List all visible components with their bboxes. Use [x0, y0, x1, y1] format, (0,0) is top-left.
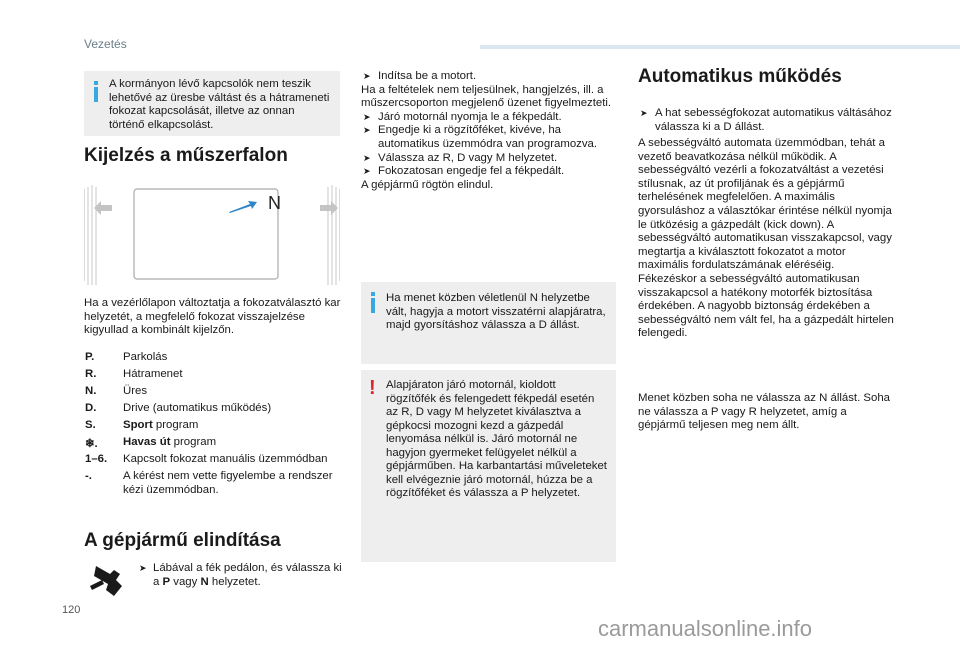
step-note: Ha a feltételek nem teljesülnek, hangjelzés, ill. a műszercsoporton megjelenő üzenet figyelmezteti.	[361, 83, 612, 110]
instrument-cluster-illustration	[84, 181, 340, 286]
step-text: Fokozatosan engedje fel a fékpedált.	[378, 165, 565, 178]
legend-value: program	[170, 436, 217, 448]
bullet-arrow-icon: ➤	[363, 166, 371, 177]
display-description: Ha a vezérlőlapon változtatja a fokozatválasztó kar helyzetét, a megfelelő fokozat visszajelzése kigyullad a kombinált kijelzőn.	[84, 297, 341, 337]
legend-value: Kapcsolt fokozat manuális üzemmódban	[123, 453, 328, 465]
legend-key: -.	[85, 470, 92, 482]
legend-value: Üres	[123, 385, 148, 397]
info-icon	[371, 292, 376, 313]
step-text: Engedje ki a rögzítőféket, kivéve, ha automatikus üzemmódra van programozva.	[378, 124, 598, 150]
info-box-neutral	[361, 282, 616, 364]
legend-value: Hátramenet	[123, 368, 183, 380]
start-step-text: Lábával a fék pedálon, és válassza ki a	[153, 562, 342, 588]
step-text: Válassza az R, D vagy M helyzetet.	[378, 151, 558, 164]
arrow-left-icon	[92, 200, 114, 216]
bullet-arrow-icon: ➤	[640, 108, 648, 118]
bullet-arrow-icon: ➤	[363, 71, 371, 81]
step	[361, 111, 616, 125]
legend-key: P.	[85, 351, 95, 363]
warning-box	[361, 370, 616, 562]
legend-item	[85, 436, 341, 453]
gear-indicator: N	[268, 193, 281, 213]
legend-key: D.	[85, 402, 97, 414]
legend-item	[85, 385, 341, 402]
watermark: carmanualsonline.info	[598, 616, 813, 641]
info-box-text: A kormányon lévő kapcsolók nem teszik lehetővé az üresbe váltást és a hátrameneti fokozat kapcsolását, illetve az onnan történő elkapcsolást.	[109, 78, 330, 131]
warning-box-text: Alapjáraton járó motornál, kioldott rögzítőfék és felengedett fékpedál esetén az R, D vagy M helyzetet kiválasztva a gépkocsi mozogni kezd a gázpedál lenyomása nélkül is. Járó motornál ne hagyjon gyermeket felügyelet nélkül a gépjárműben. Ha karbantartási műveleteket kell elvégeznie járó motornál, húzza be a rögzítőféket és válassza a P helyzetet.	[386, 379, 607, 499]
section-header: Vezetés	[84, 37, 127, 51]
automatic-note: Menet közben soha ne válassza az N állást. Soha ne válassza a P vagy R helyzetet, amíg a gépjármű teljesen meg nem állt.	[638, 392, 891, 432]
legend-key: 1–6.	[85, 453, 108, 465]
legend-item	[85, 453, 341, 470]
step	[361, 124, 616, 151]
heading-display: Kijelzés a műszerfalon	[84, 145, 288, 166]
arrow-right-icon	[318, 200, 340, 216]
bullet-arrow-icon: ➤	[139, 563, 147, 573]
automatic-body: A sebességváltó automata üzemmódban, tehát a vezető beavatkozása nélkül működik. A sebességváltó vezérli a fokozatváltást a vezetési stílusnak, az út profiljának és a gépjármű terhelésének megfelelően. A maximális gyorsuláshoz a választókar érintése nélkül nyomja le ütközésig a gázpedált (kick down). A sebességváltó automatikusan visszakapcsol, vagy megtartja a kiválasztott fokozatot a motor maximális fordulatszámának eléréséig. Fékezéskor a sebességváltó automatikusan visszakapcsol a hatékony motorfék biztosítása érdekében. A nagyobb biztonság érdekében a sebességváltó nem vált fel, ha a gázpedált hirtelen felengedi.	[638, 137, 894, 340]
legend-key: S.	[85, 419, 96, 431]
step	[361, 70, 616, 84]
legend-item	[85, 368, 341, 385]
legend-item	[85, 402, 341, 419]
gear-arrow-icon	[228, 199, 258, 213]
start-step-n: N	[200, 575, 209, 588]
step	[361, 152, 616, 166]
step-text: Indítsa be a motort.	[378, 70, 477, 82]
step-text: A hat sebességfokozat automatikus váltásához válassza ki a D állást.	[655, 107, 892, 133]
page-number: 120	[62, 604, 81, 616]
bullet-arrow-icon: ➤	[363, 111, 371, 122]
legend-value-bold: Sport	[123, 419, 153, 431]
legend-value: A kérést nem vette figyelembe a rendszer kézi üzemmódban.	[123, 470, 333, 496]
step	[361, 165, 616, 179]
snowflake-icon: ❄.	[85, 438, 98, 450]
bullet-arrow-icon: ➤	[363, 125, 371, 136]
foot-on-pedal-icon	[88, 562, 128, 598]
start-step-p: P	[162, 575, 171, 588]
start-step	[139, 562, 343, 589]
legend-value: program	[152, 419, 199, 431]
heading-start: A gépjármű elindítása	[84, 530, 281, 551]
start-step-or: vagy	[170, 575, 201, 588]
gear-legend	[85, 351, 341, 500]
legend-item	[85, 470, 341, 500]
info-box-steering	[84, 71, 340, 136]
automatic-step	[638, 107, 893, 134]
step-text: Járó motornál nyomja le a fékpedált.	[378, 110, 562, 123]
header-rule	[480, 45, 960, 49]
bullet-arrow-icon: ➤	[363, 152, 371, 163]
step-result: A gépjármű rögtön elindul.	[361, 178, 494, 191]
legend-value-bold: Havas út	[123, 436, 171, 448]
legend-value: Drive (automatikus működés)	[123, 402, 272, 414]
heading-automatic: Automatikus működés	[638, 66, 842, 87]
legend-item	[85, 351, 341, 368]
info-icon	[94, 81, 99, 102]
legend-key: R.	[85, 368, 97, 380]
start-steps	[361, 70, 616, 192]
start-step-end: helyzetet.	[208, 575, 261, 588]
info-box-text: Ha menet közben véletlenül N helyzetbe vált, hagyja a motort visszatérni alapjáratra, majd gyorsításhoz válassza a D állást.	[386, 292, 606, 331]
legend-item	[85, 419, 341, 436]
step	[638, 107, 893, 134]
warning-icon: !	[369, 377, 376, 399]
legend-value: Parkolás	[123, 351, 168, 363]
legend-key: N.	[85, 385, 97, 397]
